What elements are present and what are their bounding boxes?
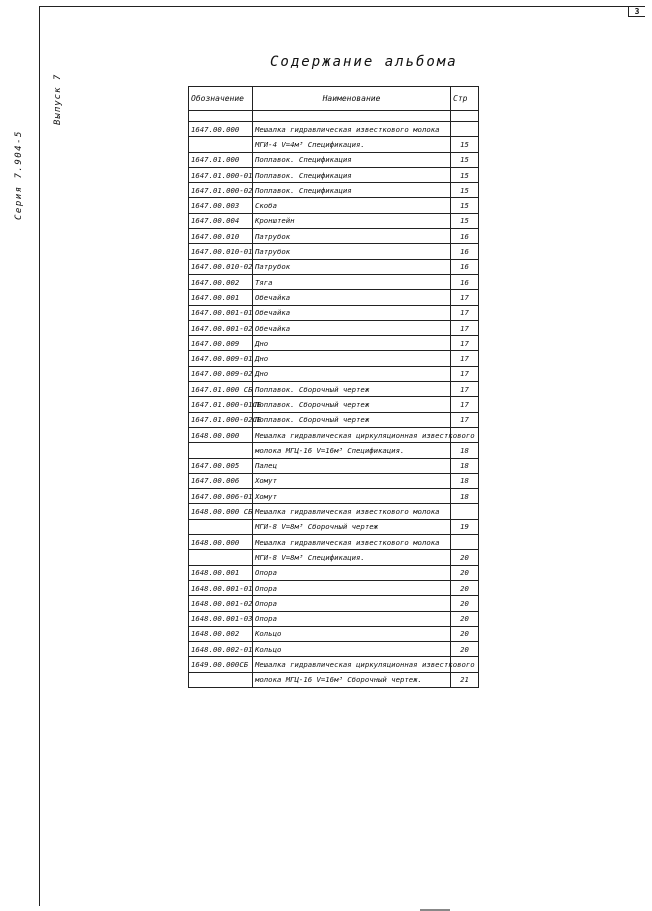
cell-name: Патрубок — [253, 229, 451, 244]
table-row — [189, 596, 479, 611]
cell-name: Опора — [253, 565, 451, 580]
cell-page: 20 — [451, 580, 479, 595]
cell-name: Тяга — [253, 274, 451, 289]
cell-name: молока МГЦ-16 V=16м³ Спецификация. — [253, 443, 451, 458]
cell-name: Обечайка — [253, 320, 451, 335]
page-title: Содержание альбома — [270, 54, 458, 70]
header-page: Стр — [451, 87, 479, 111]
cell-designation: 1647.00.009 — [189, 336, 253, 351]
cell-name: Опора — [253, 596, 451, 611]
table-row — [189, 213, 479, 228]
table-row — [189, 672, 479, 687]
cell-designation: 1647.00.001 — [189, 290, 253, 305]
table-row — [189, 122, 479, 137]
cell-designation — [189, 550, 253, 565]
table-row — [189, 504, 479, 519]
cell-page: 15 — [451, 152, 479, 167]
cell-page: 18 — [451, 443, 479, 458]
cell-page: 17 — [451, 336, 479, 351]
cell-designation: 1647.00.002 — [189, 274, 253, 289]
cell-designation: 1648.00.001-02 — [189, 596, 253, 611]
page-number: 3 — [628, 7, 645, 17]
table-row — [189, 244, 479, 259]
cell-page: 16 — [451, 229, 479, 244]
cell-page: 17 — [451, 382, 479, 397]
header-designation: Обозначение — [189, 87, 253, 111]
cell-page: 15 — [451, 213, 479, 228]
cell-name: Кронштейн — [253, 213, 451, 228]
cell-designation: 1648.00.000 — [189, 427, 253, 442]
cell-name: Дно — [253, 351, 451, 366]
cell-name: Обечайка — [253, 305, 451, 320]
cell-page: 16 — [451, 274, 479, 289]
table-row — [189, 458, 479, 473]
cell-name: Кольцо — [253, 626, 451, 641]
table-row — [189, 198, 479, 213]
side-label-series: Серия 7.904-5 — [14, 130, 24, 220]
cell-name: Кольцо — [253, 642, 451, 657]
cell-page: 15 — [451, 167, 479, 182]
cell-designation: 1648.00.000 СБ — [189, 504, 253, 519]
table-header-row — [189, 87, 479, 111]
cell-page: 19 — [451, 519, 479, 534]
cell-designation: 1647.01.000-01 — [189, 167, 253, 182]
cell-name: МГИ-8 V=8м³ Сборочный чертеж — [253, 519, 451, 534]
cell-name: Поплавок. Спецификация — [253, 183, 451, 198]
table-row — [189, 229, 479, 244]
cell-page: 17 — [451, 305, 479, 320]
cell-designation: 1647.00.003 — [189, 198, 253, 213]
table-row — [189, 443, 479, 458]
cell-name: Поплавок. Спецификация — [253, 167, 451, 182]
cell-page — [451, 122, 479, 137]
table-row — [189, 351, 479, 366]
table-row — [189, 657, 479, 672]
cell-designation — [189, 519, 253, 534]
cell-name: Мешалка гидравлическая известкового молока — [253, 122, 451, 137]
cell-name: Поплавок. Спецификация — [253, 152, 451, 167]
cell-page: 17 — [451, 351, 479, 366]
table-row — [189, 626, 479, 641]
table-row-blank — [189, 111, 479, 122]
table-row — [189, 412, 479, 427]
cell-page: 18 — [451, 458, 479, 473]
table-row — [189, 489, 479, 504]
cell-designation: 1648.00.002 — [189, 626, 253, 641]
cell-designation: 1649.00.000СБ — [189, 657, 253, 672]
table-row — [189, 167, 479, 182]
cell-name: Опора — [253, 611, 451, 626]
cell-name: Палец — [253, 458, 451, 473]
cell-designation — [189, 672, 253, 687]
cell-designation — [189, 137, 253, 152]
cell-designation: 1647.00.006 — [189, 473, 253, 488]
cell-designation: 1647.01.000 СБ — [189, 382, 253, 397]
table-row — [189, 305, 479, 320]
header-name: Наименование — [253, 87, 451, 111]
cell-designation: 1647.00.010-02 — [189, 259, 253, 274]
cell-designation: 1648.00.001-01 — [189, 580, 253, 595]
cell-designation: 1647.01.000 — [189, 152, 253, 167]
cell-name: Мешалка гидравлическая циркуляционная известкового — [253, 657, 451, 672]
cell-page: 20 — [451, 565, 479, 580]
cell-designation — [189, 443, 253, 458]
cell-designation: 1647.00.000 — [189, 122, 253, 137]
cell-page: 20 — [451, 596, 479, 611]
cell-page: 18 — [451, 473, 479, 488]
table-row — [189, 535, 479, 550]
cell-designation: 1647.01.000-02СБ — [189, 412, 253, 427]
cell-name: Мешалка гидравлическая известкового молока — [253, 504, 451, 519]
cell-name: Мешалка гидравлическая известкового молока — [253, 535, 451, 550]
cell-designation: 1647.01.000-01СБ — [189, 397, 253, 412]
table-row — [189, 550, 479, 565]
cell-page: 15 — [451, 137, 479, 152]
cell-name: Мешалка гидравлическая циркуляционная известкового — [253, 427, 451, 442]
cell-name: Патрубок — [253, 244, 451, 259]
cell-page: 17 — [451, 320, 479, 335]
cell-designation: 1647.00.006-01 — [189, 489, 253, 504]
cell-page: 18 — [451, 489, 479, 504]
table-row — [189, 366, 479, 381]
side-label-issue: Выпуск 7 — [53, 73, 63, 125]
table-row — [189, 382, 479, 397]
cell-page: 20 — [451, 611, 479, 626]
cell-name: Опора — [253, 580, 451, 595]
cell-page: 20 — [451, 642, 479, 657]
cell-page: 20 — [451, 626, 479, 641]
cell-name: Дно — [253, 336, 451, 351]
cell-page: 15 — [451, 183, 479, 198]
cell-page: 17 — [451, 366, 479, 381]
cell-name: Поплавок. Сборочный чертеж — [253, 382, 451, 397]
cell-page: 20 — [451, 550, 479, 565]
table-row — [189, 580, 479, 595]
cell-designation: 1647.00.005 — [189, 458, 253, 473]
cell-page — [451, 535, 479, 550]
cell-name: Хомут — [253, 473, 451, 488]
cell-name: МГИ-4 V=4м³ Спецификация. — [253, 137, 451, 152]
cell-designation: 1647.00.010-01 — [189, 244, 253, 259]
table-row — [189, 137, 479, 152]
cell-designation: 1647.00.004 — [189, 213, 253, 228]
cell-designation: 1648.00.001 — [189, 565, 253, 580]
cell-designation: 1648.00.000 — [189, 535, 253, 550]
cell-page: 16 — [451, 259, 479, 274]
table-row — [189, 519, 479, 534]
table-row — [189, 183, 479, 198]
table-body — [189, 111, 479, 688]
table-row — [189, 565, 479, 580]
cell-page: 16 — [451, 244, 479, 259]
cell-designation: 1647.00.010 — [189, 229, 253, 244]
cell-designation: 1647.00.009-01 — [189, 351, 253, 366]
cell-page: 15 — [451, 198, 479, 213]
cell-designation: 1648.00.002-01 — [189, 642, 253, 657]
cell-designation: 1647.00.009-02 — [189, 366, 253, 381]
table-row — [189, 473, 479, 488]
cell-page: 21 — [451, 672, 479, 687]
table-row — [189, 320, 479, 335]
table-row — [189, 290, 479, 305]
cell-name: Дно — [253, 366, 451, 381]
cell-name: МГИ-8 V=8м³ Спецификация. — [253, 550, 451, 565]
cell-name: Поплавок. Сборочный чертеж — [253, 412, 451, 427]
cell-designation: 1647.00.001-01 — [189, 305, 253, 320]
cell-name: Поплавок. Сборочный чертеж — [253, 397, 451, 412]
cell-name: Хомут — [253, 489, 451, 504]
table-row — [189, 397, 479, 412]
table-row — [189, 274, 479, 289]
table-row — [189, 611, 479, 626]
cell-designation: 1647.01.000-02 — [189, 183, 253, 198]
cell-page — [451, 504, 479, 519]
cell-designation: 1647.00.001-02 — [189, 320, 253, 335]
contents-table — [188, 86, 479, 688]
cell-name: молока МГЦ-16 V=16м³ Сборочный чертеж. — [253, 672, 451, 687]
cell-name: Скоба — [253, 198, 451, 213]
cell-page: 17 — [451, 397, 479, 412]
table-row — [189, 152, 479, 167]
cell-name: Патрубок — [253, 259, 451, 274]
cell-page: 17 — [451, 412, 479, 427]
cell-name: Обечайка — [253, 290, 451, 305]
table-row — [189, 259, 479, 274]
table-row — [189, 336, 479, 351]
cell-page: 17 — [451, 290, 479, 305]
cell-designation: 1648.00.001-03 — [189, 611, 253, 626]
table-row — [189, 427, 479, 442]
table-row — [189, 642, 479, 657]
